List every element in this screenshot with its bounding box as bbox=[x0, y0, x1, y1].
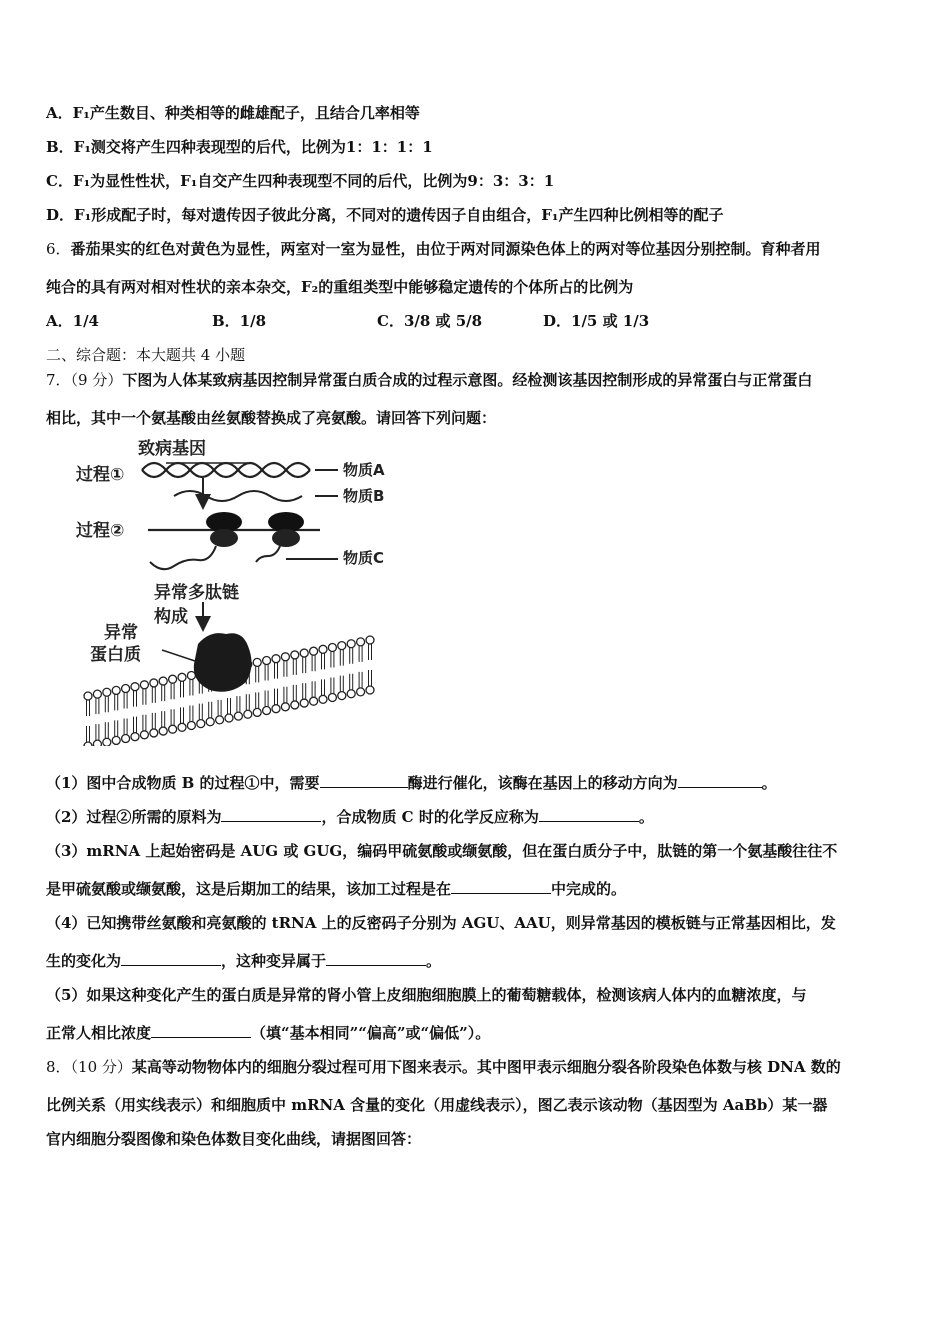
q8-stem-line3: 官内细胞分裂图像和染色体数目变化曲线，请据图回答： bbox=[46, 1130, 422, 1148]
q7-sub2-text-c: 。 bbox=[638, 808, 654, 826]
abnormal-protein-label-2: 蛋白质 bbox=[90, 645, 141, 665]
pathogenic-gene-label: 致病基因 bbox=[138, 439, 206, 459]
q6-stem-line1 bbox=[46, 239, 821, 259]
q7-sub5-line1: （5）如果这种变化产生的蛋白质是异常的肾小管上皮细胞细胞膜上的葡萄糖载体，检测该病人体内的血糖浓度，与 bbox=[46, 986, 807, 1004]
q8-stem-line1 bbox=[46, 1057, 841, 1077]
abnormal-protein-label-1: 异常 bbox=[104, 623, 138, 643]
q7-stem-line2: 相比，其中一个氨基酸由丝氨酸替换成了亮氨酸。请回答下列问题： bbox=[46, 409, 497, 427]
q5-option-c: C．F₁为显性性状，F₁自交产生四种表现型不同的后代，比例为9：3：3：1 bbox=[46, 172, 555, 190]
q7-sub5-text-c: （填“基本相同”“偏高”或“偏低”）。 bbox=[251, 1024, 491, 1042]
answer-blank[interactable] bbox=[151, 1023, 251, 1038]
q7-sub1 bbox=[46, 773, 777, 793]
q8-number: 8． bbox=[46, 1058, 71, 1076]
answer-blank[interactable] bbox=[326, 951, 426, 966]
q6-stem-text1: 番茄果实的红色对黄色为显性，两室对一室为显性，由位于两对同源染色体上的两对等位基因分别控制。育种者用 bbox=[70, 240, 821, 258]
substance-a-label: 物质A bbox=[343, 461, 385, 479]
q7-score: （9 分） bbox=[70, 371, 123, 389]
q7-number: 7． bbox=[46, 371, 71, 389]
process1-label: 过程① bbox=[76, 465, 125, 485]
q7-sub4-line2 bbox=[46, 951, 441, 971]
q7-sub1-text-b: 酶进行催化，该酶在基因上的移动方向为 bbox=[407, 774, 678, 792]
q5-option-a: A．F₁产生数目、种类相等的雌雄配子，且结合几率相等 bbox=[46, 104, 420, 122]
q7-sub2-text-b: ，合成物质 C 时的化学反应称为 bbox=[321, 808, 539, 826]
answer-blank[interactable] bbox=[121, 951, 221, 966]
q7-sub2 bbox=[46, 807, 654, 827]
substance-c-label: 物质C bbox=[343, 549, 385, 567]
q7-sub3-line1: （3）mRNA 上起始密码是 AUG 或 GUG，编码甲硫氨酸或缬氨酸，但在蛋白质分子中，肽链的第一个氨基酸往往不 bbox=[46, 842, 838, 860]
dna-double-helix bbox=[142, 463, 310, 477]
q7-sub5-line2 bbox=[46, 1023, 490, 1043]
polypeptide-chain bbox=[150, 546, 216, 569]
abnormal-peptide-label: 异常多肽链 bbox=[154, 583, 239, 603]
membrane-protein bbox=[194, 633, 252, 692]
q7-sub4-text-b: 生的变化为 bbox=[46, 952, 122, 970]
gene-expression-figure bbox=[70, 434, 405, 746]
q7-sub1-text-c: 。 bbox=[761, 774, 777, 792]
answer-blank[interactable] bbox=[678, 773, 762, 788]
q7-sub4-text-d: 。 bbox=[426, 952, 442, 970]
q7-sub2-text-a: （2）过程②所需的原料为 bbox=[46, 808, 222, 826]
q6-option-b: B．1/8 bbox=[212, 312, 267, 330]
polypeptide-chain bbox=[256, 546, 280, 562]
q6-number: 6． bbox=[46, 240, 71, 258]
process2-label: 过程② bbox=[76, 521, 125, 541]
q7-sub1-text-a: （1）图中合成物质 B 的过程①中，需要 bbox=[46, 774, 320, 792]
q5-option-d: D．F₁形成配子时，每对遗传因子彼此分离，不同对的遗传因子自由组合，F₁产生四种比例相等的配子 bbox=[46, 206, 724, 224]
answer-blank[interactable] bbox=[451, 879, 551, 894]
q7-sub3-line2 bbox=[46, 879, 626, 899]
q6-option-c: C．3/8 或 5/8 bbox=[377, 312, 483, 330]
answer-blank[interactable] bbox=[539, 807, 639, 822]
q7-sub3-text-b: 是甲硫氨酸或缬氨酸，这是后期加工的结果，该加工过程是在 bbox=[46, 880, 452, 898]
q7-stem-text1: 下图为人体某致病基因控制异常蛋白质合成的过程示意图。经检测该基因控制形成的异常蛋白与正常蛋白 bbox=[122, 371, 813, 389]
q7-sub5-text-b: 正常人相比浓度 bbox=[46, 1024, 152, 1042]
q6-option-d: D．1/5 或 1/3 bbox=[543, 312, 650, 330]
mrna-strand bbox=[174, 491, 302, 501]
q7-sub4-text-c: ，这种变异属于 bbox=[221, 952, 327, 970]
q6-stem-line2: 纯合的具有两对相对性状的亲本杂交，F₂的重组类型中能够稳定遗传的个体所占的比例为 bbox=[46, 278, 634, 296]
protein-pointer bbox=[162, 650, 198, 662]
q8-stem-line2: 比例关系（用实线表示）和细胞质中 mRNA 含量的变化（用虚线表示），图乙表示该动物（基因型为 AaBb）某一器 bbox=[46, 1096, 828, 1114]
q8-score: （10 分） bbox=[70, 1058, 132, 1076]
answer-blank[interactable] bbox=[221, 807, 321, 822]
q7-sub4-line1: （4）已知携带丝氨酸和亮氨酸的 tRNA 上的反密码子分别为 AGU、AAU，则异常基因的模板链与正常基因相比，发 bbox=[46, 914, 836, 932]
section-heading: 二、综合题：本大题共 4 小题 bbox=[46, 346, 246, 364]
constitute-label: 构成 bbox=[154, 607, 188, 627]
q7-stem-line1 bbox=[46, 370, 812, 390]
substance-b-label: 物质B bbox=[343, 487, 385, 505]
q6-option-a: A．1/4 bbox=[46, 312, 99, 330]
q7-sub3-text-c: 中完成的。 bbox=[551, 880, 627, 898]
q8-stem-text1: 某高等动物物体内的细胞分裂过程可用下图来表示。其中图甲表示细胞分裂各阶段染色体数与核 DNA 数的 bbox=[131, 1058, 841, 1076]
q5-option-b: B．F₁测交将产生四种表现型的后代，比例为1：1：1：1 bbox=[46, 138, 433, 156]
answer-blank[interactable] bbox=[320, 773, 408, 788]
